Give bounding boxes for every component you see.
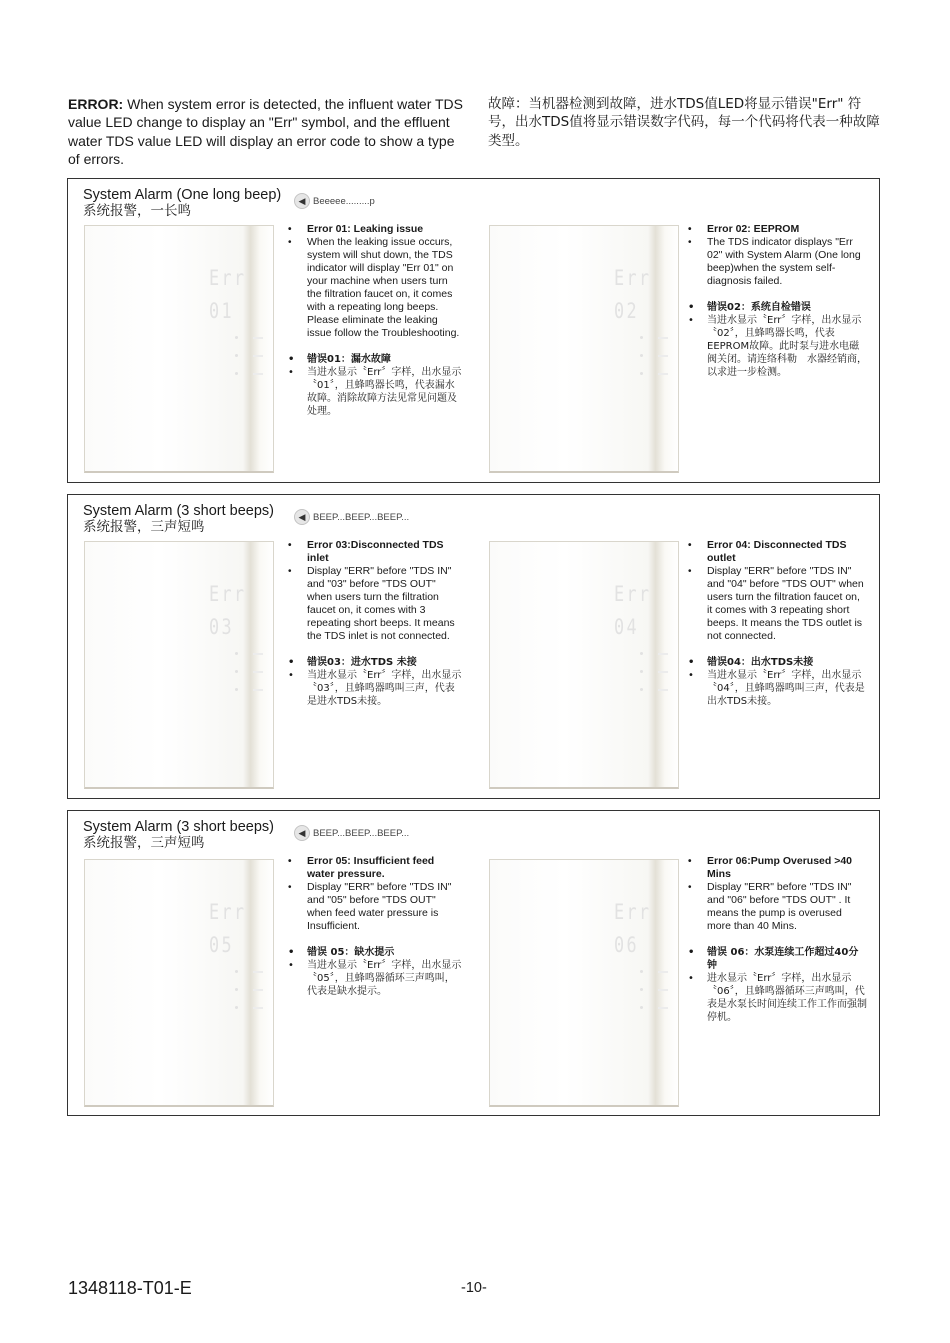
- error-body-chinese: • 当进水显示〝Err〞字样，出水显示〝05〞，且蜂鸣器循环三声鸣叫，代表是缺水提示。: [288, 959, 463, 998]
- error-code-display: 06: [614, 933, 640, 957]
- error-body-chinese: • 当进水显示〝Err〞字样，出水显示〝04〞，且蜂鸣器鸣叫三声，代表是出水TDS未接。: [688, 669, 868, 708]
- error-body: • Display "ERR" before "TDS IN" and "06" before "TDS OUT" . It means the pump is overused more than 40 Mins.: [688, 881, 868, 933]
- error-body-chinese: • 当进水显示〝Err〞字样，出水显示〝01〞，且蜂鸣器长鸣，代表漏水故障。消除故障方法见常见问题及处理。: [288, 366, 463, 418]
- indicator-label: [658, 373, 668, 375]
- err-display: Err: [209, 582, 247, 606]
- error-description: [288, 223, 463, 418]
- speaker-icon: ◀: [294, 825, 310, 841]
- error-heading: • Error 03:Disconnected TDS inlet: [288, 539, 463, 565]
- error-code-display: 04: [614, 615, 640, 639]
- error-body: • Display "ERR" before "TDS IN" and "03" before "TDS OUT" when users turn the filtration faucet on, it comes with 3 repeating short beeps. It means the TDS inlet is not connected.: [288, 565, 463, 643]
- section-title-chinese: 系统报警，一长鸣: [83, 203, 191, 219]
- indicator-dot: [235, 652, 238, 655]
- error-heading: • Error 01: Leaking issue: [288, 223, 463, 236]
- indicator-label: [658, 1007, 668, 1009]
- indicator-label: [658, 653, 668, 655]
- indicator-dot: [235, 354, 238, 357]
- indicator-dot: [235, 336, 238, 339]
- err-display: Err: [614, 582, 652, 606]
- alarm-section: [67, 494, 880, 799]
- section-title-chinese: 系统报警，三声短鸣: [83, 519, 205, 535]
- indicator-label: [253, 653, 263, 655]
- section-title-english: System Alarm (3 short beeps): [83, 819, 274, 835]
- error-description: [288, 539, 463, 708]
- indicator-label: [253, 971, 263, 973]
- beep-text: BEEP...BEEP...BEEP...: [313, 827, 410, 839]
- error-code-display: 01: [209, 299, 235, 323]
- indicator-dot: [640, 372, 643, 375]
- indicator-label: [658, 355, 668, 357]
- error-code-display: 03: [209, 615, 235, 639]
- document-code: 1348118-T01-E: [68, 1278, 192, 1298]
- indicator-label: [253, 337, 263, 339]
- section-title-english: System Alarm (One long beep): [83, 187, 282, 203]
- beep-sound-indicator: [294, 509, 409, 525]
- error-body-chinese: • 进水显示〝Err〞字样，出水显示〝06〞，且蜂鸣器循环三声鸣叫，代表是水泵长时间连续工作工作而强制停机。: [688, 972, 868, 1024]
- error-description: [688, 855, 868, 1024]
- error-body: • Display "ERR" before "TDS IN" and "04" before "TDS OUT" when users turn the filtration faucet on, it comes with 3 repeating short beeps. It means the TDS outlet is not connected.: [688, 565, 868, 643]
- speaker-icon: ◀: [294, 193, 310, 209]
- error-body-chinese: • 当进水显示〝Err〞字样，出水显示〝03〞，且蜂鸣器鸣叫三声，代表是进水TDS未接。: [288, 669, 463, 708]
- indicator-dot: [640, 688, 643, 691]
- indicator-dot: [640, 970, 643, 973]
- device-display-panel: [489, 225, 679, 473]
- error-heading-chinese: • 错误02：系统自检错误: [688, 301, 868, 314]
- error-description: [288, 855, 463, 998]
- indicator-dot: [640, 670, 643, 673]
- indicator-label: [253, 989, 263, 991]
- error-heading: • Error 02: EEPROM: [688, 223, 868, 236]
- device-display-panel: [84, 541, 274, 789]
- device-display-panel: [489, 859, 679, 1107]
- indicator-dot: [235, 688, 238, 691]
- intro-english-text: When system error is detected, the influent water TDS value LED change to display an "Err" symbol, and the effluent water TDS value LED will display an error code to show a type of errors.: [68, 96, 464, 167]
- beep-text: BEEP...BEEP...BEEP...: [313, 511, 410, 523]
- error-body: • The TDS indicator displays "Err 02" with System Alarm (One long beep)when the system self-diagnosis failed.: [688, 236, 868, 288]
- error-heading: • Error 05: Insufficient feed water pressure.: [288, 855, 463, 881]
- indicator-dot: [640, 1006, 643, 1009]
- indicator-label: [253, 1007, 263, 1009]
- section-title: [83, 503, 274, 535]
- error-description: [688, 539, 868, 708]
- error-body: • When the leaking issue occurs, system will shut down, the TDS indicator will display "Err 01" on your machine when users turn the filtration faucet on, it comes with a repeating long beeps. Please eliminate the leaking issue follow the Troubleshooting.: [288, 236, 463, 340]
- indicator-label: [253, 689, 263, 691]
- error-description: [688, 223, 868, 379]
- error-body: • Display "ERR" before "TDS IN" and "05" before "TDS OUT" when feed water pressure is Insufficient.: [288, 881, 463, 933]
- beep-text: Beeeee.........p: [313, 195, 375, 207]
- beep-sound-indicator: [294, 193, 375, 209]
- error-code-display: 02: [614, 299, 640, 323]
- intro-chinese: 故障：当机器检测到故障，进水TDS值LED将显示错误"Err" 符号，出水TDS值将显示错误数字代码，每一个代码将代表一种故障类型。: [488, 96, 880, 149]
- err-display: Err: [614, 900, 652, 924]
- section-title-chinese: 系统报警，三声短鸣: [83, 835, 205, 851]
- err-display: Err: [614, 266, 652, 290]
- section-title: [83, 819, 274, 851]
- beep-sound-indicator: [294, 825, 409, 841]
- indicator-label: [658, 337, 668, 339]
- error-heading-chinese: • 错误 05：缺水提示: [288, 946, 463, 959]
- indicator-dot: [640, 988, 643, 991]
- err-display: Err: [209, 900, 247, 924]
- indicator-dot: [235, 988, 238, 991]
- section-title: [83, 187, 281, 219]
- device-display-panel: [84, 859, 274, 1107]
- device-display-panel: [489, 541, 679, 789]
- error-heading: • Error 06:Pump Overused >40 Mins: [688, 855, 868, 881]
- error-heading-chinese: • 错误03：进水TDS 未接: [288, 656, 463, 669]
- page-number: -10-: [461, 1280, 487, 1296]
- indicator-dot: [640, 354, 643, 357]
- device-display-panel: [84, 225, 274, 473]
- indicator-label: [253, 355, 263, 357]
- indicator-label: [253, 373, 263, 375]
- error-heading: • Error 04: Disconnected TDS outlet: [688, 539, 868, 565]
- error-body-chinese: • 当进水显示〝Err〞字样，出水显示〝02〞，且蜂鸣器长鸣，代表EEPROM故障。此时泵与进水电磁阀关闭。请连络科勒 水器经销商，以求进一步检测。: [688, 314, 868, 379]
- indicator-label: [658, 989, 668, 991]
- indicator-label: [658, 671, 668, 673]
- speaker-icon: ◀: [294, 509, 310, 525]
- indicator-dot: [235, 1006, 238, 1009]
- indicator-dot: [640, 336, 643, 339]
- indicator-dot: [640, 652, 643, 655]
- error-heading-chinese: • 错误01：漏水故障: [288, 353, 463, 366]
- indicator-dot: [235, 372, 238, 375]
- alarm-section: [67, 810, 880, 1116]
- section-title-english: System Alarm (3 short beeps): [83, 503, 274, 519]
- error-label: ERROR:: [68, 96, 124, 112]
- indicator-label: [658, 689, 668, 691]
- indicator-dot: [235, 670, 238, 673]
- indicator-label: [658, 971, 668, 973]
- intro-english: [68, 95, 463, 168]
- error-code-display: 05: [209, 933, 235, 957]
- alarm-section: [67, 178, 880, 483]
- indicator-label: [253, 671, 263, 673]
- err-display: Err: [209, 266, 247, 290]
- error-heading-chinese: • 错误04：出水TDS未接: [688, 656, 868, 669]
- indicator-dot: [235, 970, 238, 973]
- error-heading-chinese: • 错误 06：水泵连续工作超过40分钟: [688, 946, 868, 972]
